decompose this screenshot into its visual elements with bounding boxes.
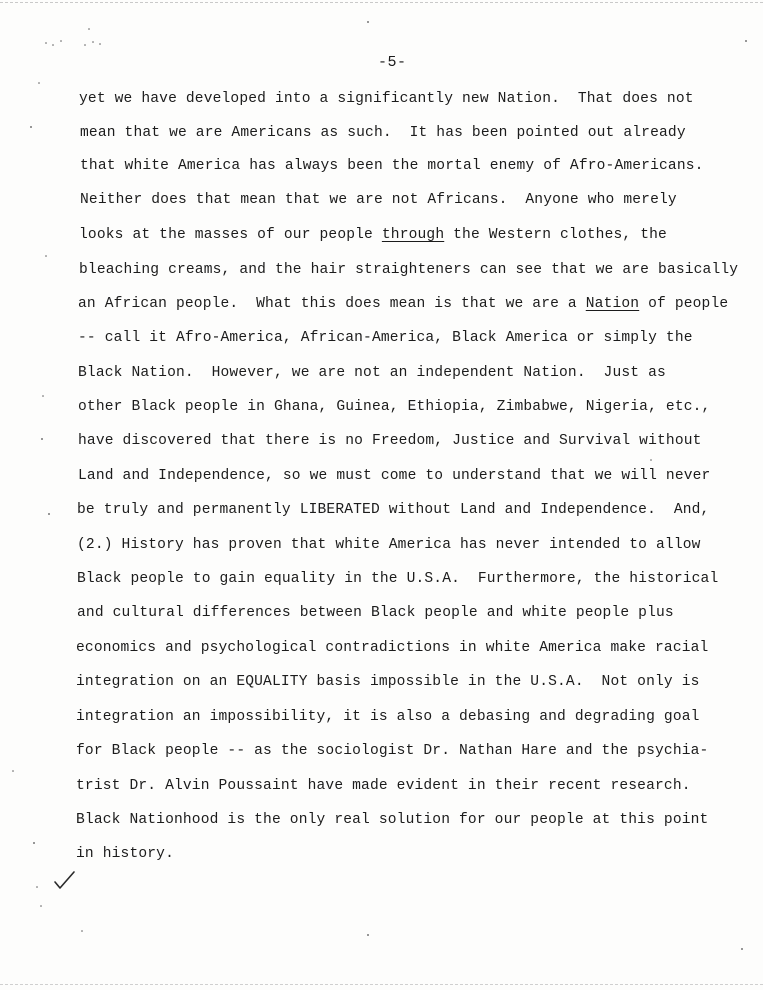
scan-speck	[41, 438, 43, 440]
text-line: trist Dr. Alvin Poussaint have made evident in their recent research.	[76, 778, 691, 794]
scan-speck	[741, 948, 743, 950]
text-line: be truly and permanently LIBERATED without Land and Independence. And,	[77, 502, 710, 518]
scan-speck	[99, 43, 101, 45]
page-number: -5-	[378, 54, 407, 71]
text-line: (2.) History has proven that white America has never intended to allow	[77, 537, 701, 553]
handwritten-checkmark-icon	[52, 868, 78, 894]
underlined-word: through	[381, 227, 445, 243]
text-line: yet we have developed into a significantly new Nation. That does not	[79, 91, 694, 107]
text-line	[78, 295, 728, 313]
text-line: that white America has always been the mortal enemy of Afro-Americans.	[80, 158, 704, 174]
text-line: integration an impossibility, it is also a debasing and degrading goal	[76, 709, 700, 725]
scan-speck	[48, 513, 50, 515]
text-line: mean that we are Americans as such. It has been pointed out already	[80, 125, 686, 141]
text-segment: the Western clothes, the	[444, 227, 667, 243]
text-line: for Black people -- as the sociologist Dr. Nathan Hare and the psychia-	[76, 743, 709, 759]
scan-speck	[650, 459, 652, 461]
scan-speck	[745, 40, 747, 42]
scan-speck	[40, 905, 42, 907]
scan-speck	[92, 41, 94, 43]
top-edge-perforation	[0, 2, 763, 3]
scan-speck	[33, 842, 35, 844]
scan-speck	[52, 44, 54, 46]
scan-speck	[30, 126, 32, 128]
text-line: Black Nation. However, we are not an independent Nation. Just as	[78, 365, 666, 381]
text-line: in history.	[76, 846, 174, 862]
text-line: have discovered that there is no Freedom, Justice and Survival without	[78, 433, 702, 449]
text-line: and cultural differences between Black people and white people plus	[77, 605, 674, 621]
text-line: -- call it Afro-America, African-America, Black America or simply the	[78, 330, 693, 346]
text-line: Black people to gain equality in the U.S.A. Furthermore, the historical	[77, 571, 719, 587]
scan-speck	[81, 930, 83, 932]
scan-speck	[84, 44, 86, 46]
text-line: bleaching creams, and the hair straighteners can see that we are basically	[79, 262, 739, 278]
text-segment: of people	[639, 296, 729, 312]
text-line: Land and Independence, so we must come to understand that we will never	[78, 468, 711, 484]
scan-speck	[45, 255, 47, 257]
scan-speck	[36, 886, 38, 888]
bottom-edge-perforation	[0, 984, 763, 985]
underlined-word: Nation	[585, 296, 640, 312]
text-line: Black Nationhood is the only real solution for our people at this point	[76, 812, 709, 828]
scan-speck	[60, 40, 62, 42]
text-line	[79, 226, 667, 244]
text-line: Neither does that mean that we are not Africans. Anyone who merely	[80, 192, 677, 208]
scan-speck	[12, 770, 14, 772]
text-line: other Black people in Ghana, Guinea, Ethiopia, Zimbabwe, Nigeria, etc.,	[78, 399, 711, 415]
scan-speck	[88, 28, 90, 30]
text-line: economics and psychological contradictions in white America make racial	[76, 640, 709, 656]
scan-speck	[38, 82, 40, 84]
text-line: integration on an EQUALITY basis impossible in the U.S.A. Not only is	[76, 674, 700, 690]
text-segment: looks at the masses of our people	[79, 227, 382, 243]
text-segment: an African people. What this does mean is that we are a	[78, 296, 586, 312]
scan-speck	[367, 934, 369, 936]
scan-speck	[45, 42, 47, 44]
scan-speck	[367, 21, 369, 23]
scan-speck	[42, 395, 44, 397]
